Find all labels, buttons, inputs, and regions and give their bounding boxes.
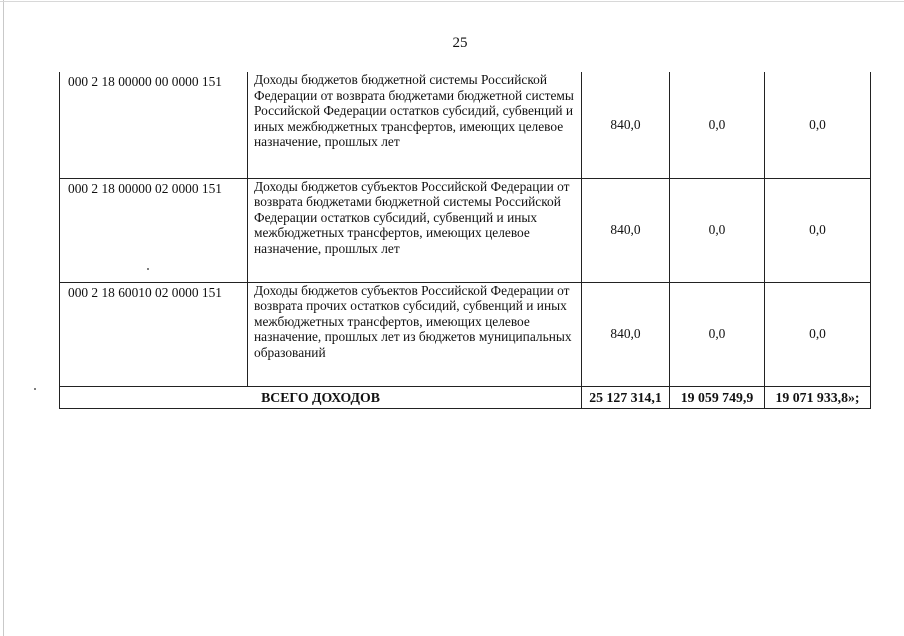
scan-edge-top [0, 1, 904, 2]
page-number: 25 [452, 35, 468, 51]
description-cell: Доходы бюджетов субъектов Российской Федерации от возврата бюджетами бюджетной системы Российской Федерации остатков субсидий, субвенций и иных межбюджетных трансфертов, имеющих целевое назначение, прошлых лет [248, 178, 582, 282]
value-cell-year-3: 0,0 [765, 72, 871, 178]
scan-speck [147, 268, 149, 270]
scan-speck [34, 388, 36, 390]
total-value-year-1: 25 127 314,1 [582, 386, 670, 408]
total-value-year-2: 19 059 749,9 [670, 386, 765, 408]
table-row [60, 72, 871, 178]
description-cell: Доходы бюджетов субъектов Российской Федерации от возврата прочих остатков субсидий, субвенций и иных межбюджетных трансфертов, имеющих целевое назначение, прошлых лет из бюджетов муниципальных образований [248, 282, 582, 386]
value-cell-year-2: 0,0 [670, 72, 765, 178]
value-cell-year-3: 0,0 [765, 178, 871, 282]
value-cell-year-3: 0,0 [765, 282, 871, 386]
total-value-year-3: 19 071 933,8»; [765, 386, 871, 408]
value-cell-year-1: 840,0 [582, 178, 670, 282]
value-cell-year-2: 0,0 [670, 282, 765, 386]
value-cell-year-1: 840,0 [582, 72, 670, 178]
value-cell-year-1: 840,0 [582, 282, 670, 386]
total-label: ВСЕГО ДОХОДОВ [60, 386, 582, 408]
value-cell-year-2: 0,0 [670, 178, 765, 282]
scan-edge-left [3, 0, 4, 636]
budget-code-cell: 000 2 18 00000 02 0000 151 [60, 178, 248, 282]
table-row [60, 282, 871, 386]
budget-code-cell: 000 2 18 00000 00 0000 151 [60, 72, 248, 178]
total-row [60, 386, 871, 408]
budget-code-cell: 000 2 18 60010 02 0000 151 [60, 282, 248, 386]
revenue-table [59, 72, 871, 409]
description-cell: Доходы бюджетов бюджетной системы Российской Федерации от возврата бюджетами бюджетной системы Российской Федерации остатков субсидий, субвенций и иных межбюджетных трансфертов, имеющих целевое назначение, прошлых лет [248, 72, 582, 178]
table-row [60, 178, 871, 282]
